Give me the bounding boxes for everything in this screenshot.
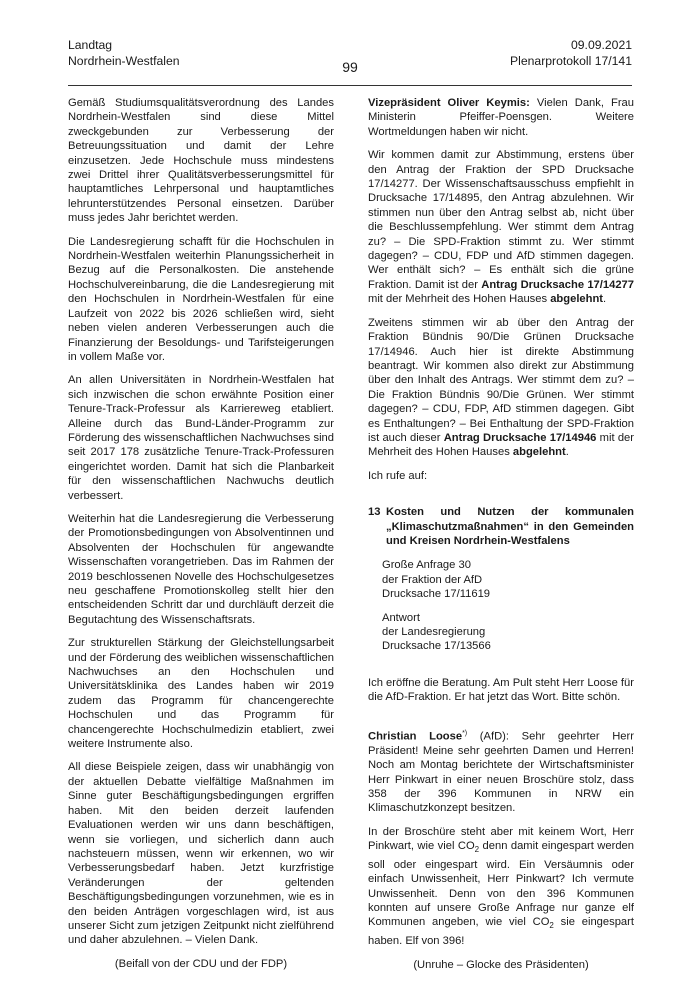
document-reference: Große Anfrage 30 der Fraktion der AfD Drucksache 17/11619 [382,559,491,601]
right-column [368,96,634,981]
page-number: 99 [342,59,358,75]
footnote-mark: *) [462,729,468,737]
speaker-name: Christian Loose [368,730,463,743]
header-protocol: Plenarprotokoll 17/141 [510,54,632,68]
agenda-item [368,505,634,548]
paragraph: Christian Loose*) (AfD): Sehr geehrter Herr Präsident! Meine sehr geehrten Damen und Herren! Noch am Montag berichtete der Wirtschaftsminister Herr Pinkwart in einer neuen Broschüre stolz, dass 358 der 396 Kommunen in NRW ein Klimaschutzkonzept besitzen. [368,729,634,815]
agenda-item-title: Kosten und Nutzen der kommunalen „Klimaschutzmaßnahmen“ in den Gemeinden und Kreisen Nordrhein-Westfalens [386,506,634,547]
paragraph: Ich eröffne die Beratung. Am Pult steht Herr Loose für die AfD-Fraktion. Er hat jetzt das Wort. Bitte schön. [368,676,634,704]
paragraph: An allen Universitäten in Nordrhein-Westfalen hat sich inzwischen die schon erwähnte Position einer Tenure-Track-Professur als Karriereweg etabliert. Alleine durch das Bund-Länder-Programm zur Förderung des wissenschaftlichen Nachwuchses sind seit 2017 178 zusätzliche Tenure-Track-Professuren eingerichtet worden. Damit hat sich die Planbarkeit für den wissenschaftlichen Nachwuchs deutlich verbessert. [68,374,334,502]
paragraph: Gemäß Studiumsqualitätsverordnung des Landes Nordrhein-Westfalen sind diese Mittel zweckgebunden zur Verbesserung der Betreuungssituation und damit der Lehre einzusetzen. Jede Hochschule muss mindestens zwei Drittel ihrer Qualitätsverbesserungsmittel für hauptamtliches Lehrpersonal und hauptamtliches lehrunterstützendes Personal einsetzen. Darüber muss jedes Jahr berichtet werden. [68,97,334,225]
document-reference: Antwort der Landesregierung Drucksache 17/13566 [382,611,491,653]
left-column [68,96,334,980]
paragraph: All diese Beispiele zeigen, dass wir unabhängig von der aktuellen Debatte vielfältige Maßnahmen im Sinne guter Beschäftigungsbedingungen ergriffen haben. Mit den beiden derzeit laufenden Evaluationen werden wir uns dann beschäftigen, wenn sie vorliegen, und sicherlich dann auch nachsteuern müssen, wenn wir erkennen, wo wir Verbesserungsbedarf haben. Jetzt kurzfristige Veränderungen der geltenden Beschäftigungsbedingungen vorzunehmen, wie es in den beiden Anträgen vorgeschlagen wird, ist aus unserer Sicht zum jetzigen Zeitpunkt nicht zielführend und daher abzulehnen. – Vielen Dank. [68,761,334,947]
paragraph: Wir kommen damit zur Abstimmung, erstens über den Antrag der Fraktion der SPD Drucksache 17/14277. Der Wissenschaftsausschuss empfiehlt in Drucksache 17/14895, den Antrag abzulehnen. Wir stimmen nun über den Antrag selbst ab, nicht über die Beschlussempfehlung. Wer stimmt dem Antrag zu? – Die SPD-Fraktion stimmt zu. Wer stimmt dagegen? – CDU, FDP und AfD stimmen dagegen. Wer enthält sich? – Es enthält sich die grüne Fraktion. Damit ist der Antrag Drucksache 17/14277 mit der Mehrheit des Hohen Hauses abgelehnt. [368,149,634,306]
paragraph: Zur strukturellen Stärkung der Gleichstellungsarbeit und der Förderung des weiblichen wissenschaftlichen Nachwuchses an den Hochschulen und Universitätsklinika des Landes haben wir 2019 zudem das Programm für chancengerechte Hochschulen und das Programm für chancengerechte Hochschulmedizin etabliert, zwei weitere Instrumente also. [68,637,334,751]
page-header [68,37,632,85]
paragraph: Die Landesregierung schafft für die Hochschulen in Nordrhein-Westfalen weiterhin Planungssicherheit in Bezug auf die Personalkosten. Die anstehende Hochschulvereinbarung, die die Landesregierung mit den Hochschulen in Nordrhein-Westfalen für eine Laufzeit von 2022 bis 2026 schließen wird, sieht neben vielen anderen Verbesserungen auch die Finanzierung der Besoldungs- und Tarifsteigerungen in vollem Maße vor. [68,235,334,363]
paragraph: Ich rufe auf: [368,469,428,482]
header-divider [68,85,632,86]
paragraph: In der Broschüre steht aber mit keinem Wort, Herr Pinkwart, wie viel $CO_2$ denn damit eingespart werden soll oder eingespart wird. Ein Versäumnis oder einfach Unwissenheit, Herr Pinkwart? Ich vermute Unwissenheit. Denn von den 396 Kommunen konnten auf unsere Große Anfrage nur ganze elf Kommunen angeben, wie viel $CO_2$ sie eingespart haben. Elf von 396! [368,825,635,948]
header-parliament: Landtag [68,38,113,52]
agenda-item-number: 13 [368,506,381,519]
applause-note: (Beifall von der CDU und der FDP) [114,957,288,970]
header-right [510,37,632,69]
speaker-name: Vizepräsident Oliver Keymis: [368,97,530,109]
header-state: Nordrhein-Westfalen [68,54,180,68]
paragraph: Vizepräsident Oliver Keymis: Vielen Dank, Frau Ministerin Pfeiffer-Poensgen. Weitere Wortmeldungen haben wir nicht. [368,97,635,138]
unrest-note: (Unruhe – Glocke des Präsidenten) [413,958,589,971]
header-date: 09.09.2021 [571,38,632,52]
paragraph: Zweitens stimmen wir ab über den Antrag der Fraktion Bündnis 90/Die Grünen Drucksache 17/14946. Auch hier ist direkte Abstimmung beantragt. Wir kommen also direkt zur Abstimmung über den Inhalt des Antrags. Wer stimmt dem zu? – Die Fraktion Bündnis 90/Die Grünen. Wer stimmt dagegen? – CDU, FDP, AfD stimmen dagegen. Gibt es Enthaltungen? – Bei Enthaltung der SPD-Fraktion ist auch dieser Antrag Drucksache 17/14946 mit der Mehrheit des Hohen Hauses abgelehnt. [368,316,634,459]
paragraph: Weiterhin hat die Landesregierung die Verbesserung der Promotionsbedingungen von Absolventinnen und Absolventen der Hochschulen für angewandte Wissenschaften vorangetrieben. Das im Rahmen der 2019 beschlossenen Novelle des Hochschulgesetzes neu geschaffene Promotionskolleg stellt hier den entscheidenden Schritt dar und durchläuft derzeit die Begutachtung des Wissenschaftsrats. [68,512,334,626]
